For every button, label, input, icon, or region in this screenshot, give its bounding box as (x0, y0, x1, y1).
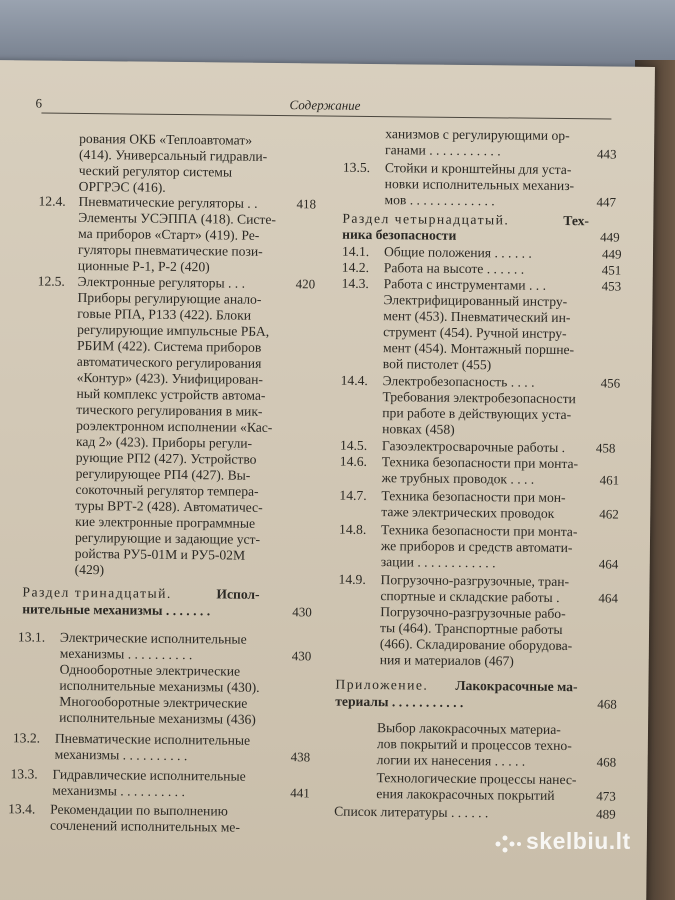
toc-entry-title: Рекомендации по выполнению (50, 801, 228, 819)
toc-line: Приборы регулирующие анало- (77, 289, 262, 307)
toc-entry-number: 13.3. (10, 766, 38, 782)
section-heading-label: Раздел четырнадцатый. (342, 210, 510, 228)
toc-page-number: 447 (596, 194, 617, 210)
toc-line: Технологические процессы нанес- (376, 770, 577, 788)
toc-entry-title: механизмы . . . . . . . . . . (52, 782, 185, 800)
toc-page-number: 464 (598, 590, 618, 606)
toc-line: туры ВРТ-2 (428). Автоматичес- (75, 497, 263, 515)
toc-entry-title: Электронные регуляторы . . . (77, 273, 246, 291)
toc-line: вой пистолет (455) (382, 356, 492, 373)
toc-page-number: 456 (600, 375, 621, 391)
toc-entry-title: механизмы . . . . . . . . . . (54, 746, 188, 764)
toc-line: кие электронные программные (75, 513, 256, 531)
toc-line: новки исполнительных механиз- (384, 176, 575, 194)
toc-entry-number: 13.4. (8, 801, 36, 817)
toc-entry-title: Техника безопасности при мон- (381, 488, 566, 506)
toc-line: мов . . . . . . . . . . . . . (384, 192, 495, 209)
toc-line: ения лакокрасочных покрытий (376, 786, 555, 803)
toc-entry-title: таже электрических проводок (381, 504, 555, 521)
toc-line: ройства РУ5-01М и РУ5-02М (74, 545, 246, 563)
toc-line: мент (453). Пневматический ин- (383, 308, 571, 326)
running-header-title: Содержание (289, 97, 361, 113)
toc-line: говые РПА, Р133 (422). Блоки (77, 305, 252, 323)
toc-entry-title: Техника безопасности при монта- (381, 454, 579, 472)
toc-entry-title: Пневматические регуляторы . . (78, 193, 258, 211)
toc-page-number: 449 (600, 229, 620, 245)
toc-entry-number: 13.1. (17, 629, 46, 645)
toc-entry-title: Электрические исполнительные (59, 629, 247, 647)
page-number: 6 (35, 95, 43, 111)
toc-line: (429) (74, 561, 105, 578)
toc-entry-title: Гидравлические исполнительные (52, 766, 246, 784)
toc-line: рующие РП2 (427). Устройство (75, 449, 257, 467)
toc-entry-number: 14.6. (339, 453, 368, 469)
toc-line: «Контур» (423). Унифицирован- (76, 369, 264, 387)
appendix-heading-title: Лакокрасочные ма- (455, 677, 578, 695)
toc-page-number: 430 (291, 648, 312, 664)
toc-entry-title: же трубных проводок . . . . (381, 470, 535, 487)
appendix-heading-title: териалы . . . . . . . . . . . (335, 693, 464, 710)
toc-line: исполнительные механизмы (430). (59, 677, 260, 695)
toc-entry-title: сочленений исполнительных ме- (49, 817, 240, 835)
toc-entry-title: Погрузочно-разгрузочные, тран- (380, 572, 570, 590)
toc-line: ма приборов «Старт» (419). Ре- (78, 225, 260, 243)
toc-line: (414). Универсальный гидравли- (78, 146, 268, 164)
toc-page-number: 430 (292, 604, 312, 620)
toc-page-number: 462 (599, 506, 619, 522)
toc-line: Однооборотные электрические (59, 661, 241, 679)
toc-entry-title: зации . . . . . . . . . . . . (380, 554, 496, 571)
toc-entry-title: Газоэлектросварочные работы . (381, 438, 566, 456)
toc-entry-number: 13.2. (12, 730, 41, 746)
toc-entry-number: 14.7. (339, 487, 367, 503)
toc-line: рования ОКБ «Теплоавтомат» (79, 130, 253, 148)
toc-entry-number: 12.4. (38, 193, 66, 209)
toc-entry-number: 14.8. (339, 521, 367, 537)
toc-page-number: 443 (596, 146, 617, 162)
header-rule (41, 113, 611, 120)
toc-line: струмент (454). Ручной инстру- (383, 324, 567, 342)
toc-line: новках (458) (382, 421, 455, 437)
toc-entry-title: же приборов и средств автомати- (380, 538, 573, 556)
toc-page-number: 489 (596, 806, 616, 822)
toc-entry-number: 14.1. (341, 243, 370, 259)
section-heading-title: ника безопасности (342, 226, 457, 243)
toc-line: при работе в действующих уста- (382, 405, 572, 423)
toc-line: (466). Складирование оборудова- (379, 636, 573, 654)
toc-entry-title: Стойки и кронштейны для уста- (384, 160, 572, 178)
toc-line: ты (464). Транспортные работы (379, 620, 563, 638)
toc-line: мент (454). Монтажный поршне- (382, 340, 575, 358)
toc-line: регулирующие импульсные РБА, (77, 321, 270, 339)
toc-entry-title: Работа на высоте . . . . . . (383, 260, 525, 277)
toc-line: Выбор лакокрасочных материа- (376, 720, 561, 738)
toc-entry-title: Пневматические исполнительные (54, 730, 251, 748)
toc-entry-title: Общие положения . . . . . . (383, 244, 532, 261)
toc-line: кад 2» (423). Приборы регули- (75, 433, 253, 451)
toc-page-number: 458 (595, 440, 616, 456)
section-heading-title: Испол- (216, 586, 260, 602)
toc-line: Элементы УСЭППА (418). Систе- (78, 209, 277, 228)
toc-line: Многооборотные электрические (59, 693, 248, 711)
toc-line: РБИМ (422). Система приборов (76, 337, 262, 355)
toc-line: Требования электробезопасности (382, 389, 576, 407)
toc-entry-number: 12.5. (37, 273, 65, 289)
section-heading-title: нительные механизмы . . . . . . . (22, 601, 211, 619)
toc-line: лов покрытий и процессов техно- (376, 736, 572, 754)
section-heading-label: Раздел тринадцатый. (22, 584, 172, 601)
appendix-heading-label: Приложение. (335, 676, 429, 693)
toc-page-number: 464 (598, 556, 619, 572)
toc-line: ОРГРЭС (416). (78, 178, 166, 195)
toc-page-number: 451 (601, 262, 622, 278)
toc-line: Погрузочно-разгрузочные рабо- (380, 604, 566, 622)
book-page (0, 60, 655, 900)
toc-entry-title: спортные и складские работы . (380, 588, 560, 605)
toc-line: сокоточный регулятор темпера- (75, 481, 259, 499)
toc-entry-number: 13.5. (342, 159, 371, 175)
toc-page-number: 449 (601, 246, 622, 262)
section-heading-title: Тех- (563, 213, 590, 229)
toc-page-number: 468 (597, 696, 617, 712)
toc-page-number: 461 (599, 472, 620, 488)
watermark-logo-icon (494, 834, 522, 854)
toc-page-number: 453 (601, 278, 622, 294)
toc-entry-number: 14.3. (341, 275, 369, 291)
toc-line: ный комплекс устройств автома- (76, 385, 266, 403)
toc-page-number: 441 (290, 785, 310, 801)
toc-entry-number: 14.5. (339, 437, 368, 453)
toc-page-number: 420 (295, 276, 316, 292)
toc-line: Электрифицированный инстру- (383, 292, 568, 310)
toc-line: ния и материалов (467) (379, 652, 514, 669)
toc-line: ционные Р-1, Р-2 (420) (77, 257, 210, 275)
toc-line: роэлектронном исполнении «Кас- (76, 417, 273, 435)
toc-entry-title: механизмы . . . . . . . . . . (59, 645, 193, 663)
toc-line: регулирующее РП4 (427). Вы- (75, 465, 251, 483)
toc-entry-title: Список литературы . . . . . . (334, 803, 489, 821)
toc-page-number: 418 (296, 196, 317, 212)
toc-entry-number: 14.2. (341, 259, 370, 275)
toc-line: гуляторы пневматические пози- (77, 241, 263, 259)
toc-entry-number: 14.9. (338, 571, 366, 587)
toc-line: тического регулирования в мик- (76, 401, 263, 419)
toc-entry-title: Электробезопасность . . . . (382, 373, 535, 390)
toc-line: ганами . . . . . . . . . . . (385, 142, 501, 159)
toc-line: регулирующие и задающие уст- (74, 529, 261, 547)
toc-entry-title: Работа с инструментами . . . (383, 276, 547, 293)
toc-entry-number: 14.4. (340, 372, 368, 388)
toc-page-number: 438 (290, 749, 311, 765)
toc-page-number: 468 (596, 754, 617, 770)
toc-line: логии их нанесения . . . . . (376, 752, 526, 769)
toc-line: автоматического регулирования (76, 353, 262, 371)
toc-page-number: 473 (596, 788, 616, 804)
toc-entry-title: Техника безопасности при монта- (381, 522, 578, 540)
toc-line: ческий регулятор системы (78, 162, 233, 180)
toc-line: исполнительные механизмы (436) (59, 709, 256, 727)
toc-line: ханизмов с регулирующими ор- (385, 126, 570, 144)
watermark-text: skelbiu.lt (526, 828, 631, 854)
